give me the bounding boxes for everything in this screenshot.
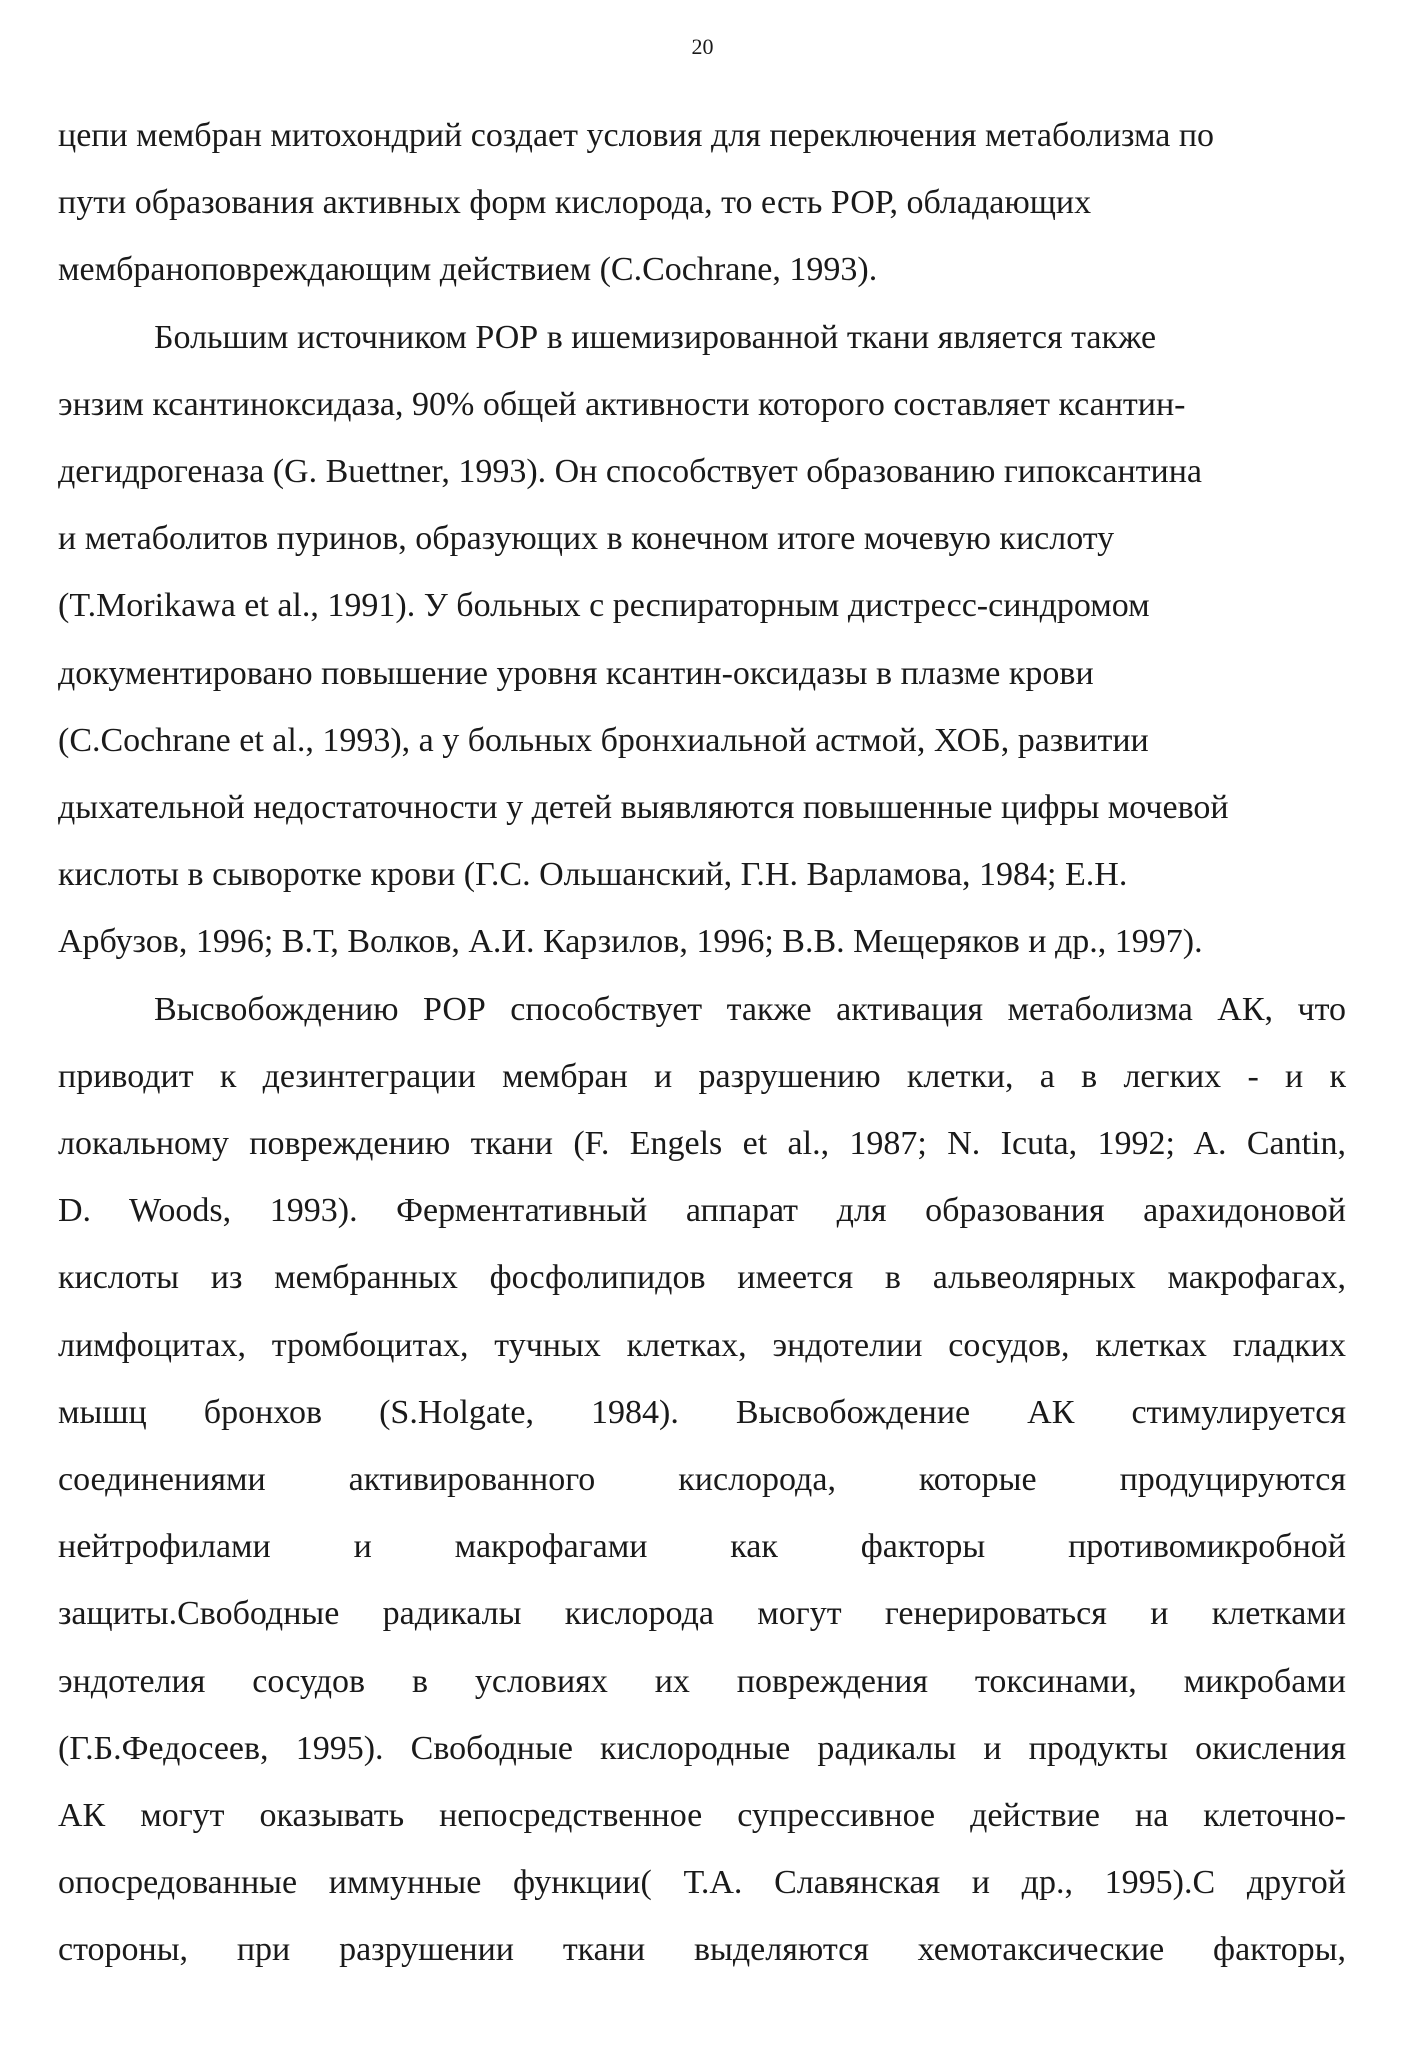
text-line: соединениями активированного кислорода, которые продуцируются [58, 1461, 1346, 1499]
text-line: цепи мембран митохондрий создает условия для переключения метаболизма по [58, 117, 1215, 154]
text-line: (C.Cochrane et al., 1993), а у больных бронхиальной астмой, ХОБ, развитии [58, 721, 1149, 759]
text-line: дегидрогеназа (G. Buettner, 1993). Он способствует образованию гипоксантина [58, 453, 1202, 491]
text-line: защиты.Свободные радикалы кислорода могут генерироваться и клетками [58, 1595, 1346, 1633]
body-text [58, 102, 1346, 1984]
text-line: пути образования активных форм кислорода, то есть РОР, обладающих [58, 184, 1092, 222]
text-line: (Г.Б.Федосеев, 1995). Свободные кислородные радикалы и продукты окисления [58, 1729, 1346, 1767]
paragraph-3 [58, 976, 1346, 1984]
text-line: стороны, при разрушении ткани выделяются хемотаксические факторы, [58, 1931, 1346, 1969]
text-line: кислоты из мембранных фосфолипидов имеется в альвеолярных макрофагах, [58, 1259, 1346, 1297]
paragraph-2 [58, 304, 1346, 976]
text-line: эндотелия сосудов в условиях их повреждения токсинами, микробами [58, 1662, 1346, 1700]
page-number: 20 [691, 34, 714, 59]
text-line: Высвобождению РОР способствует также активация метаболизма АК, что [154, 990, 1346, 1028]
text-line: мышц бронхов (S.Holgate, 1984). Высвобождение АК стимулируется [58, 1393, 1346, 1431]
text-line: энзим ксантиноксидаза, 90% общей активности которого составляет ксантин- [58, 385, 1186, 423]
text-line: D. Woods, 1993). Ферментативный аппарат для образования арахидоновой [58, 1192, 1346, 1230]
text-line: приводит к дезинтеграции мембран и разрушению клетки, а в легких - и к [58, 1057, 1346, 1095]
text-line: нейтрофилами и макрофагами как факторы противомикробной [58, 1528, 1346, 1566]
paragraph-1 [58, 102, 1346, 304]
text-line: и метаболитов пуринов, образующих в конечном итоге мочевую кислоту [58, 520, 1115, 558]
text-line: локальному повреждению ткани (F. Engels et al., 1987; N. Icuta, 1992; A. Cantin, [58, 1125, 1346, 1163]
text-line: Большим источником РОР в ишемизированной ткани является также [154, 318, 1157, 356]
text-line: лимфоцитах, тромбоцитах, тучных клетках, эндотелии сосудов, клетках гладких [58, 1326, 1346, 1364]
text-line: дыхательной недостаточности у детей выявляются повышенные цифры мочевой [58, 789, 1229, 827]
text-line: документировано повышение уровня ксантин-оксидазы в плазме крови [58, 654, 1094, 692]
text-line: АК могут оказывать непосредственное супрессивное действие на клеточно- [58, 1797, 1346, 1835]
text-line: кислоты в сыворотке крови (Г.С. Ольшанский, Г.Н. Варламова, 1984; Е.Н. [58, 856, 1128, 894]
text-line: опосредованные иммунные функции( Т.А. Славянская и др., 1995).С другой [58, 1864, 1346, 1902]
text-line: мембраноповреждающим действием (C.Cochrane, 1993). [58, 251, 878, 289]
text-line: Арбузов, 1996; В.Т, Волков, А.И. Карзилов, 1996; В.В. Мещеряков и др., 1997). [58, 923, 1203, 961]
text-line: (T.Morikawa et al., 1991). У больных с респираторным дистресс-синдромом [58, 587, 1150, 625]
